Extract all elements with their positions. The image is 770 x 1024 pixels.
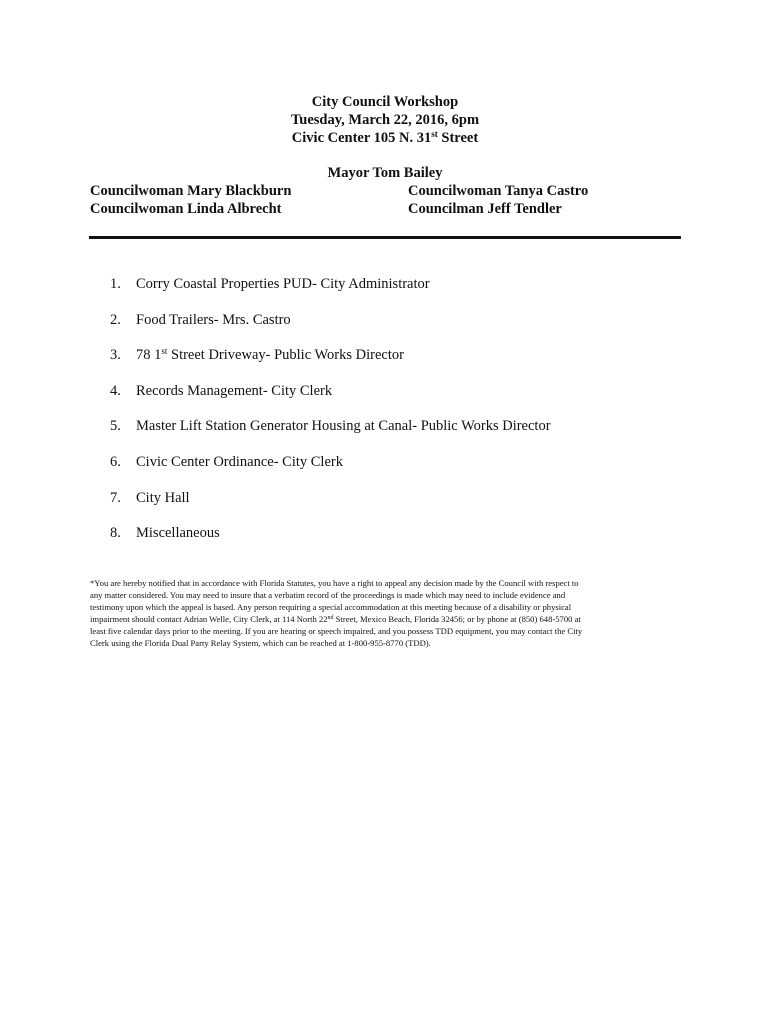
agenda-item-number: 3. <box>110 347 121 364</box>
agenda-item-text: Food Trailers- Mrs. Castro <box>136 311 291 328</box>
agenda-item-number: 2. <box>110 311 121 328</box>
agenda-item <box>110 489 551 525</box>
mayor-name: Mayor Tom Bailey <box>327 165 443 181</box>
agenda-item <box>110 417 551 453</box>
agenda-item <box>110 311 551 347</box>
council-member: Councilwoman Tanya Castro <box>408 183 589 199</box>
agenda-item-number: 8. <box>110 525 121 542</box>
agenda-item-text: Miscellaneous <box>136 525 220 542</box>
agenda-item <box>110 524 551 560</box>
agenda-item-number: 6. <box>110 453 121 470</box>
council-member: Councilwoman Linda Albrecht <box>90 201 282 217</box>
council-left-column <box>90 182 291 218</box>
header-divider <box>89 236 681 239</box>
agenda-item <box>110 346 551 382</box>
agenda-list <box>110 275 551 560</box>
meeting-title: City Council Workshop <box>311 94 459 110</box>
agenda-item-number: 7. <box>110 489 121 506</box>
document-header <box>0 93 770 147</box>
council-right-column <box>408 182 588 218</box>
agenda-item <box>110 275 551 311</box>
council-member: Councilwoman Mary Blackburn <box>90 183 292 199</box>
agenda-item-text: Corry Coastal Properties PUD- City Administrator <box>136 276 430 292</box>
agenda-item-text: Master Lift Station Generator Housing at Canal- Public Works Director <box>136 418 551 435</box>
agenda-item-text: 78 1st Street Driveway- Public Works Director <box>136 346 404 364</box>
agenda-item <box>110 453 551 489</box>
agenda-item-number: 5. <box>110 418 121 435</box>
meeting-date: Tuesday, March 22, 2016, 6pm <box>290 112 480 128</box>
agenda-item-text: City Hall <box>136 489 190 506</box>
agenda-item <box>110 382 551 418</box>
agenda-item-number: 4. <box>110 382 121 399</box>
meeting-location: Civic Center 105 N. 31st Street <box>291 129 479 146</box>
council-member: Councilman Jeff Tendler <box>408 201 562 217</box>
agenda-item-text: Civic Center Ordinance- City Clerk <box>136 453 343 470</box>
legal-notice: *You are hereby notified that in accordance with Florida Statutes, you have a right to appeal any decision made by the Council with respect to any matter considered. You may need to insure that a verbatim record of the proceedings is made which may need to include evidence and testimony upon which the appeal is based. Any person requiring a special accommodation at this meeting because of a disability or physical impairment should contact Adrian Welle, City Clerk, at 114 North 22nd Street, Mexico Beach, Florida 32456; or by phone at (850) 648-5700 at least five calendar days prior to the meeting. If you are hearing or speech impaired, and you possess TDD equipment, you may contact the City Clerk using the Florida Dual Party Relay System, which can be reached at 1-800-955-8770 (TDD). <box>90 578 583 648</box>
agenda-item-text: Records Management- City Clerk <box>136 382 333 399</box>
agenda-item-number: 1. <box>110 276 121 292</box>
